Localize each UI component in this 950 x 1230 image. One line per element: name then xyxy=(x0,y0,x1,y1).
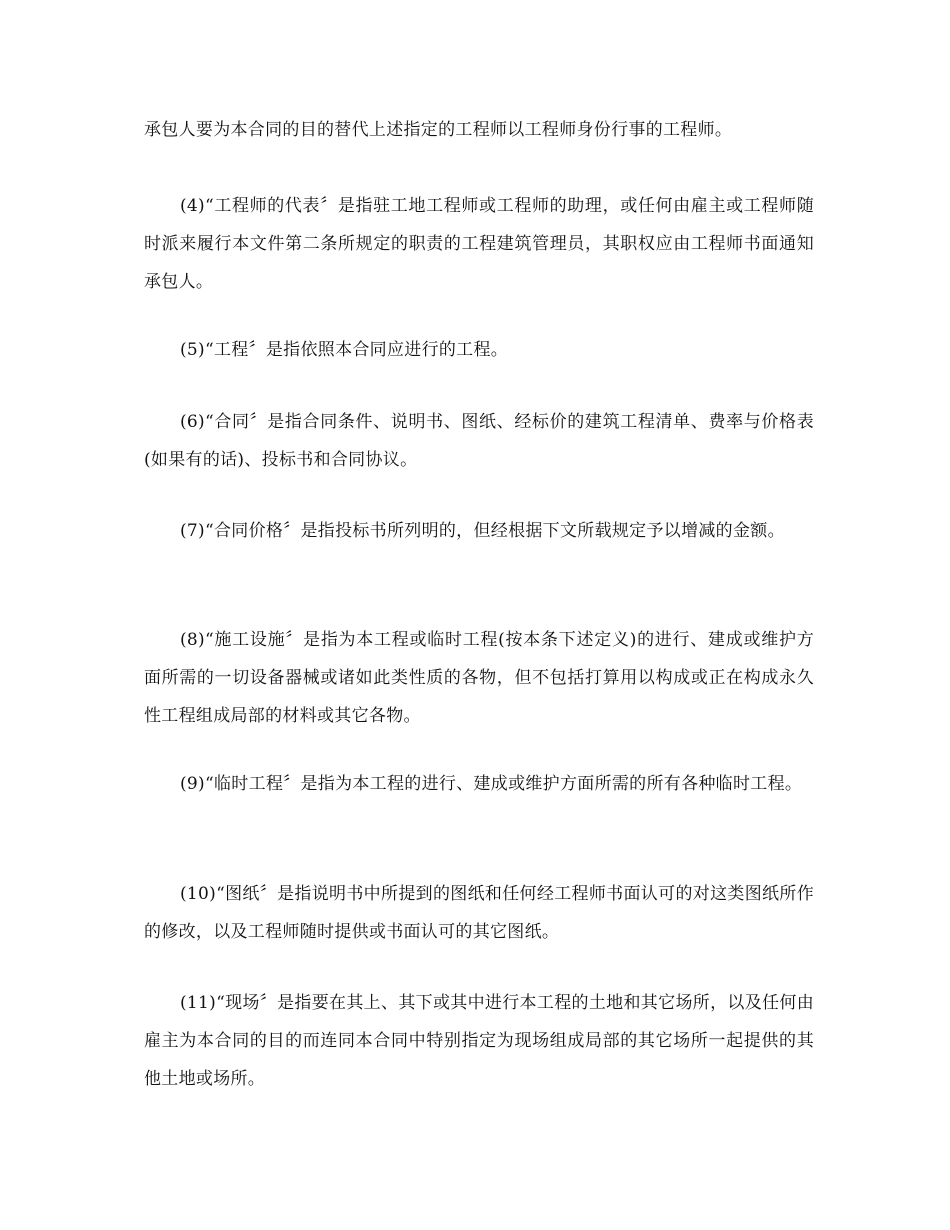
paragraph-item-10: (10)“图纸〞是指说明书中所提到的图纸和任何经工程师书面认可的对这类图纸所作的修改，以及工程师随时提供或书面认可的其它图纸。 xyxy=(144,884,814,942)
paragraph-item-6: (6)“合同〞是指合同条件、说明书、图纸、经标价的建筑工程清单、费率与价格表(如果有的话)、投标书和合同协议。 xyxy=(144,412,814,470)
paragraph-continued: 承包人要为本合同的目的替代上述指定的工程师以工程师身份行事的工程师。 xyxy=(144,120,733,140)
paragraph-item-5: (5)“工程〞是指依照本合同应进行的工程。 xyxy=(180,340,509,360)
paragraph-item-7: (7)“合同价格〞是指投标书所列明的，但经根据下文所载规定予以增减的金额。 xyxy=(180,521,785,541)
paragraph-item-9: (9)“临时工程〞是指为本工程的进行、建成或维护方面所需的所有各种临时工程。 xyxy=(180,774,803,794)
paragraph-item-4: (4)“工程师的代表〞是指驻工地工程师或工程师的助理，或任何由雇主或工程师随时派来履行本文件第二条所规定的职责的工程建筑管理员，其职权应由工程师书面通知承包人。 xyxy=(144,196,814,292)
paragraph-item-8: (8)“施工设施〞是指为本工程或临时工程(按本条下述定义)的进行、建成或维护方面所需的一切设备器械或诸如此类性质的各物，但不包括打算用以构成或正在构成永久性工程组成局部的材料或其它各物。 xyxy=(144,630,814,726)
paragraph-item-11: (11)“现场〞是指要在其上、其下或其中进行本工程的土地和其它场所，以及任何由雇主为本合同的目的而连同本合同中特别指定为现场组成局部的其它场所一起提供的其他土地或场所。 xyxy=(144,993,814,1089)
